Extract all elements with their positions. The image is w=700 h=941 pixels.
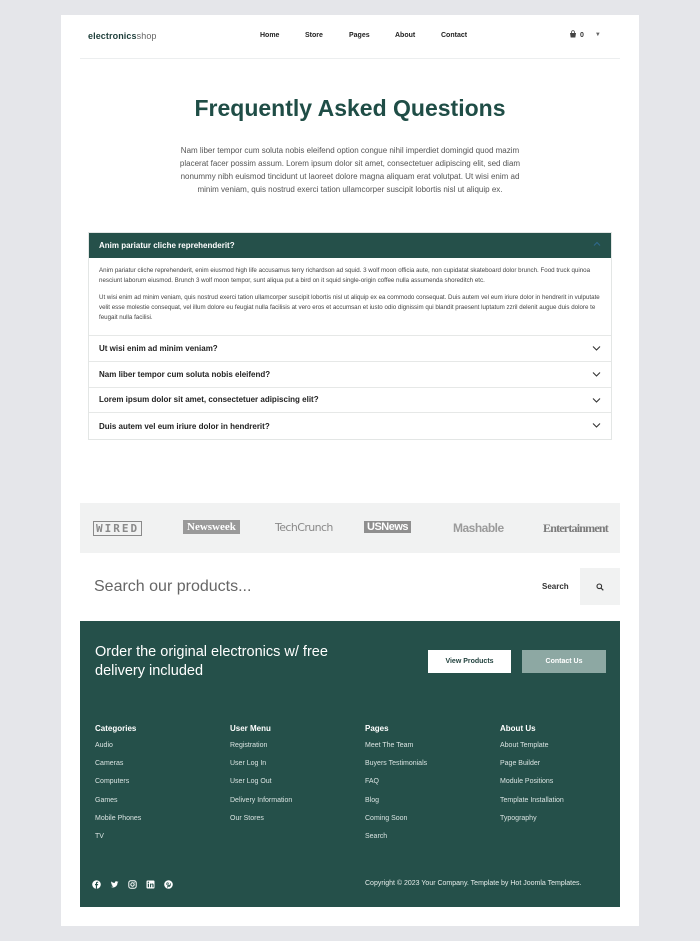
footer-link[interactable]: About Template	[500, 742, 549, 749]
footer-link[interactable]: Our Stores	[230, 814, 264, 822]
faq-answer-paragraph: Ut wisi enim ad minim veniam, quis nostrud exerci tation ullamcorper suscipit lobortis nisl ut aliquip ex ea commodo consequat. Duis autem vel eum iriure dolor in hendrerit in vulputate velit esse molestie consequat, vel illum dolore eu feugiat nulla facilisis at vero eros et accumsan et iusto odio dignissim qui blandit praesent luptatum zzril delenit augue duis dolore te feugait nulla facilisi.	[99, 293, 600, 322]
cart-count: 0	[580, 31, 584, 39]
nav-contact[interactable]: Contact	[441, 32, 468, 39]
footer-link[interactable]: Computers	[95, 778, 130, 786]
site-logo[interactable]	[88, 31, 157, 41]
faq-item[interactable]	[89, 336, 611, 362]
footer-link[interactable]: Cameras	[95, 760, 124, 768]
footer-column-about-us	[500, 724, 564, 833]
faq-item-open-header[interactable]	[89, 233, 611, 258]
faq-item[interactable]	[89, 413, 611, 439]
footer-column-categories	[95, 724, 141, 851]
instagram-icon[interactable]	[128, 880, 137, 889]
nav-pages[interactable]: Pages	[349, 32, 370, 39]
entertainment-logo: Entertainment	[543, 521, 608, 535]
footer-link[interactable]: Audio	[95, 742, 113, 749]
nav-about[interactable]: About	[395, 32, 416, 39]
footer-column-title: Pages	[365, 724, 389, 733]
footer-cta-text: Order the original electronics w/ free delivery included	[95, 644, 328, 679]
logo-bold-text: electronics	[88, 31, 137, 41]
footer-link[interactable]: Coming Soon	[365, 814, 408, 822]
footer-link[interactable]: Mobile Phones	[95, 814, 142, 822]
footer-column-title: About Us	[500, 724, 536, 733]
footer-link[interactable]: Registration	[230, 742, 268, 749]
cart-icon	[569, 30, 577, 40]
faq-accordion	[88, 232, 612, 440]
intro-text: Nam liber tempor cum soluta nobis eleifend option congue nihil imperdiet domingid quod mazim placerat facer possim assum. Lorem ipsum dolor sit amet, consectetuer adipiscing elit, sed diam nonummy nibh euismod tincidunt ut laoreet dolore magna aliquam erat volutpat. Ut wisi enim ad minim veniam, quis nostrud exerci tation ullamcorper suscipit lobortis nisl ut aliquip ex.	[179, 146, 521, 194]
footer-column-title: User Menu	[230, 724, 271, 733]
newsweek-logo: Newsweek	[183, 520, 240, 534]
product-search	[80, 568, 620, 605]
site-header	[80, 15, 620, 59]
faq-answer-paragraph: Anim pariatur cliche reprehenderit, enim eiusmod high life accusamus terry richardson ad squid. 3 wolf moon officia aute, non cupidatat skateboard dolor brunch. Food truck quinoa nesciunt laborum eiusmod. Brunch 3 wolf moon tempor, sunt aliqua put a bird on it squid single-origin coffee nulla assumenda shoreditch etc.	[99, 267, 591, 285]
faq-question: Anim pariatur cliche reprehenderit?	[99, 241, 235, 250]
footer-column-title: Categories	[95, 724, 137, 733]
chevron-down-icon	[592, 345, 601, 352]
search-input[interactable]	[94, 577, 524, 597]
techcrunch-logo: TechCrunch	[275, 521, 333, 534]
pinterest-icon[interactable]	[164, 880, 173, 889]
footer-link[interactable]: Blog	[365, 796, 380, 804]
faq-question: Ut wisi enim ad minim veniam?	[99, 344, 218, 354]
footer-link[interactable]: Games	[95, 796, 118, 804]
footer-link[interactable]: User Log Out	[230, 778, 272, 786]
mashable-logo: Mashable	[453, 521, 504, 535]
search-icon	[596, 583, 604, 591]
search-label[interactable]: Search	[542, 582, 569, 591]
faq-question: Lorem ipsum dolor sit amet, consectetuer adipiscing elit?	[99, 395, 319, 405]
chevron-down-icon	[592, 371, 601, 378]
cart-button[interactable]	[569, 30, 601, 40]
footer-link[interactable]: Search	[365, 832, 388, 840]
footer-link[interactable]: Delivery Information	[230, 796, 293, 804]
chevron-down-icon	[592, 397, 601, 404]
footer-link[interactable]: Page Builder	[500, 760, 541, 768]
logo-light-text: shop	[136, 31, 157, 41]
chevron-up-icon	[593, 240, 601, 248]
footer-link[interactable]: FAQ	[365, 778, 380, 786]
footer-link[interactable]: Template Installation	[500, 796, 564, 804]
footer-link[interactable]: TV	[95, 832, 104, 840]
search-button[interactable]	[580, 568, 620, 605]
nav-home[interactable]: Home	[260, 32, 280, 39]
page-title: Frequently Asked Questions	[194, 95, 506, 121]
faq-question: Nam liber tempor cum soluta nobis eleifend?	[99, 369, 271, 379]
faq-item[interactable]	[89, 362, 611, 388]
view-products-button[interactable]: View Products	[428, 650, 511, 673]
linkedin-icon[interactable]	[146, 880, 155, 889]
social-links	[92, 880, 173, 889]
page	[61, 15, 639, 926]
facebook-icon[interactable]	[92, 880, 101, 889]
chevron-down-icon	[592, 422, 601, 429]
chevron-down-icon: ▼	[594, 32, 601, 38]
contact-us-button[interactable]: Contact Us	[522, 650, 606, 673]
site-footer	[80, 621, 620, 907]
footer-column-pages	[365, 724, 427, 851]
faq-question: Duis autem vel eum iriure dolor in hendrerit?	[99, 421, 270, 431]
nav-store[interactable]: Store	[305, 32, 323, 39]
footer-link[interactable]: Typography	[500, 814, 537, 822]
footer-link[interactable]: Meet The Team	[365, 742, 414, 749]
twitter-icon[interactable]	[110, 880, 119, 889]
footer-column-user-menu	[230, 724, 292, 833]
copyright-text: Copyright © 2023 Your Company. Template by Hot Joomla Templates.	[365, 880, 582, 887]
footer-link[interactable]: Module Positions	[500, 778, 554, 786]
wired-logo: WIRED	[93, 521, 142, 536]
faq-answer	[89, 258, 611, 336]
footer-link[interactable]: User Log In	[230, 760, 267, 768]
faq-item[interactable]	[89, 388, 611, 414]
footer-link[interactable]: Buyers Testimonials	[365, 760, 428, 768]
brand-logos-strip	[80, 503, 620, 553]
usnews-logo: USNews	[364, 521, 411, 533]
